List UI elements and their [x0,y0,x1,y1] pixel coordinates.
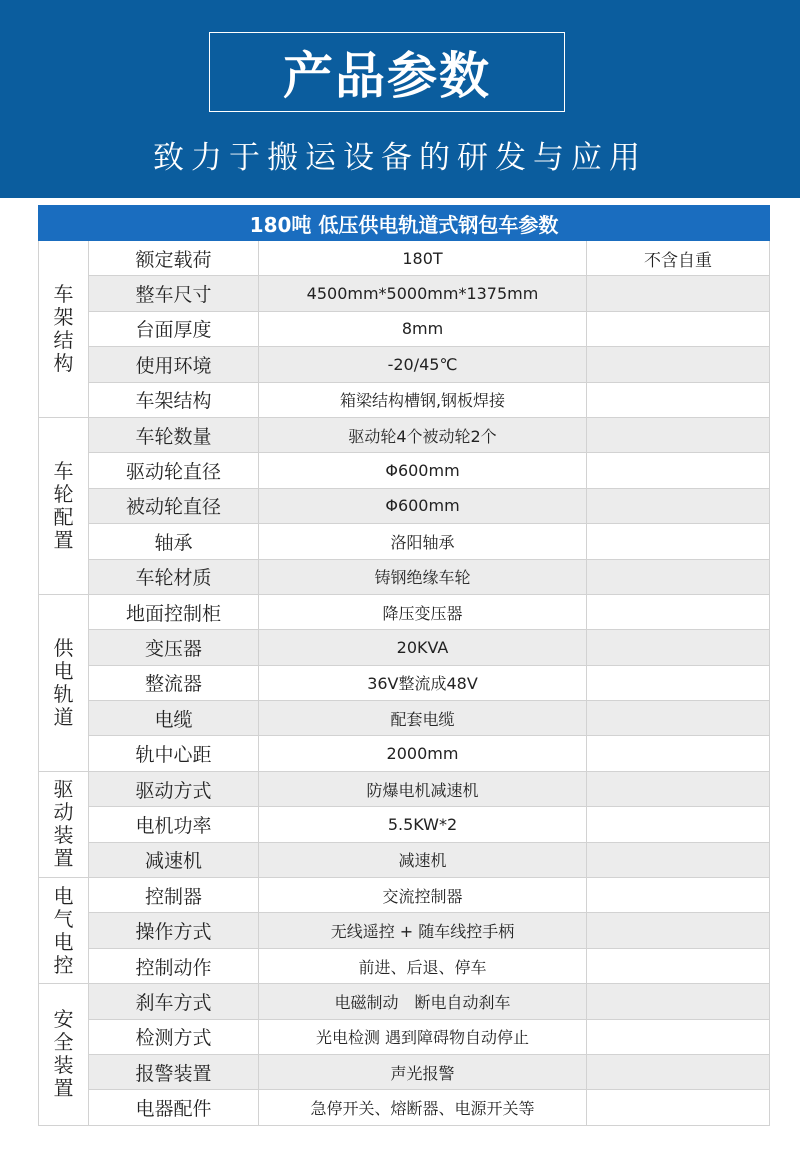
cell-name: 操作方式 [89,913,259,948]
cell-value: 减速机 [259,842,587,877]
cell-note [587,1054,770,1089]
cell-value: 洛阳轴承 [259,524,587,559]
group-label-text: 安全装置 [53,1007,74,1101]
group-label-text: 驱动装置 [53,777,74,871]
cell-note [587,913,770,948]
cell-note: 不含自重 [587,241,770,276]
group-label [39,771,89,877]
table-row [39,1019,770,1054]
group-label [39,241,89,418]
cell-note [587,276,770,311]
table-row [39,984,770,1019]
cell-note [587,984,770,1019]
table-row [39,382,770,417]
table-row [39,488,770,523]
table-row [39,736,770,771]
cell-value: 光电检测 遇到障碍物自动停止 [259,1019,587,1054]
cell-note [587,807,770,842]
table-row [39,701,770,736]
table-row [39,878,770,913]
cell-note [587,453,770,488]
cell-note [587,347,770,382]
cell-name: 电缆 [89,701,259,736]
cell-value: 箱梁结构槽钢,钢板焊接 [259,382,587,417]
cell-value: 声光报警 [259,1054,587,1089]
cell-name: 检测方式 [89,1019,259,1054]
title-box [209,32,565,112]
cell-name: 减速机 [89,842,259,877]
table-row [39,524,770,559]
cell-name: 车轮数量 [89,417,259,452]
table-row [39,1090,770,1125]
cell-name: 轨中心距 [89,736,259,771]
cell-name: 车架结构 [89,382,259,417]
cell-note [587,524,770,559]
table-row [39,559,770,594]
cell-note [587,771,770,806]
cell-name: 台面厚度 [89,311,259,346]
cell-name: 使用环境 [89,347,259,382]
cell-name: 电器配件 [89,1090,259,1125]
group-label [39,417,89,594]
table-row [39,417,770,452]
cell-name: 被动轮直径 [89,488,259,523]
table-row [39,347,770,382]
cell-name: 车轮材质 [89,559,259,594]
cell-value: 配套电缆 [259,701,587,736]
group-label [39,594,89,771]
cell-value: 4500mm*5000mm*1375mm [259,276,587,311]
table-title: 180吨 低压供电轨道式钢包车参数 [39,206,770,241]
cell-note [587,665,770,700]
spec-table [38,205,770,1126]
cell-note [587,311,770,346]
group-label-text: 供电轨道 [53,635,74,729]
cell-value: 降压变压器 [259,594,587,629]
cell-note [587,559,770,594]
table-row [39,241,770,276]
cell-note [587,594,770,629]
cell-name: 驱动方式 [89,771,259,806]
group-label-text: 车轮配置 [53,458,74,552]
table-row [39,1054,770,1089]
table-row [39,771,770,806]
cell-note [587,382,770,417]
table-row [39,948,770,983]
cell-note [587,630,770,665]
cell-value: 防爆电机减速机 [259,771,587,806]
cell-value: -20/45℃ [259,347,587,382]
header-banner [0,0,800,198]
table-row [39,842,770,877]
cell-name: 变压器 [89,630,259,665]
cell-note [587,417,770,452]
cell-note [587,948,770,983]
table-row [39,807,770,842]
cell-name: 额定载荷 [89,241,259,276]
cell-note [587,1090,770,1125]
cell-value: Φ600mm [259,488,587,523]
cell-name: 整车尺寸 [89,276,259,311]
table-row [39,630,770,665]
group-label-text: 车架结构 [53,281,74,375]
table-row [39,276,770,311]
cell-name: 驱动轮直径 [89,453,259,488]
cell-value: 36V整流成48V [259,665,587,700]
cell-value: 20KVA [259,630,587,665]
table-row [39,453,770,488]
cell-note [587,1019,770,1054]
page-subtitle: 致力于搬运设备的研发与应用 [153,140,647,176]
table-row [39,311,770,346]
cell-name: 刹车方式 [89,984,259,1019]
cell-value: 8mm [259,311,587,346]
cell-note [587,842,770,877]
group-label [39,984,89,1126]
cell-value: 5.5KW*2 [259,807,587,842]
cell-value: 电磁制动 断电自动刹车 [259,984,587,1019]
group-label-text: 电气电控 [53,883,74,977]
table-row [39,665,770,700]
cell-value: 180T [259,241,587,276]
cell-value: 驱动轮4个被动轮2个 [259,417,587,452]
cell-name: 轴承 [89,524,259,559]
cell-value: 铸钢绝缘车轮 [259,559,587,594]
cell-value: 前进、后退、停车 [259,948,587,983]
cell-value: 急停开关、熔断器、电源开关等 [259,1090,587,1125]
group-label [39,878,89,984]
cell-note [587,701,770,736]
cell-note [587,736,770,771]
cell-note [587,488,770,523]
table-row [39,594,770,629]
cell-name: 地面控制柜 [89,594,259,629]
cell-name: 控制器 [89,878,259,913]
cell-value: 无线遥控 + 随车线控手柄 [259,913,587,948]
page-title: 产品参数 [283,47,491,105]
cell-name: 报警装置 [89,1054,259,1089]
cell-name: 控制动作 [89,948,259,983]
cell-value: 交流控制器 [259,878,587,913]
cell-name: 电机功率 [89,807,259,842]
cell-name: 整流器 [89,665,259,700]
table-row [39,913,770,948]
cell-value: 2000mm [259,736,587,771]
cell-note [587,878,770,913]
cell-value: Φ600mm [259,453,587,488]
